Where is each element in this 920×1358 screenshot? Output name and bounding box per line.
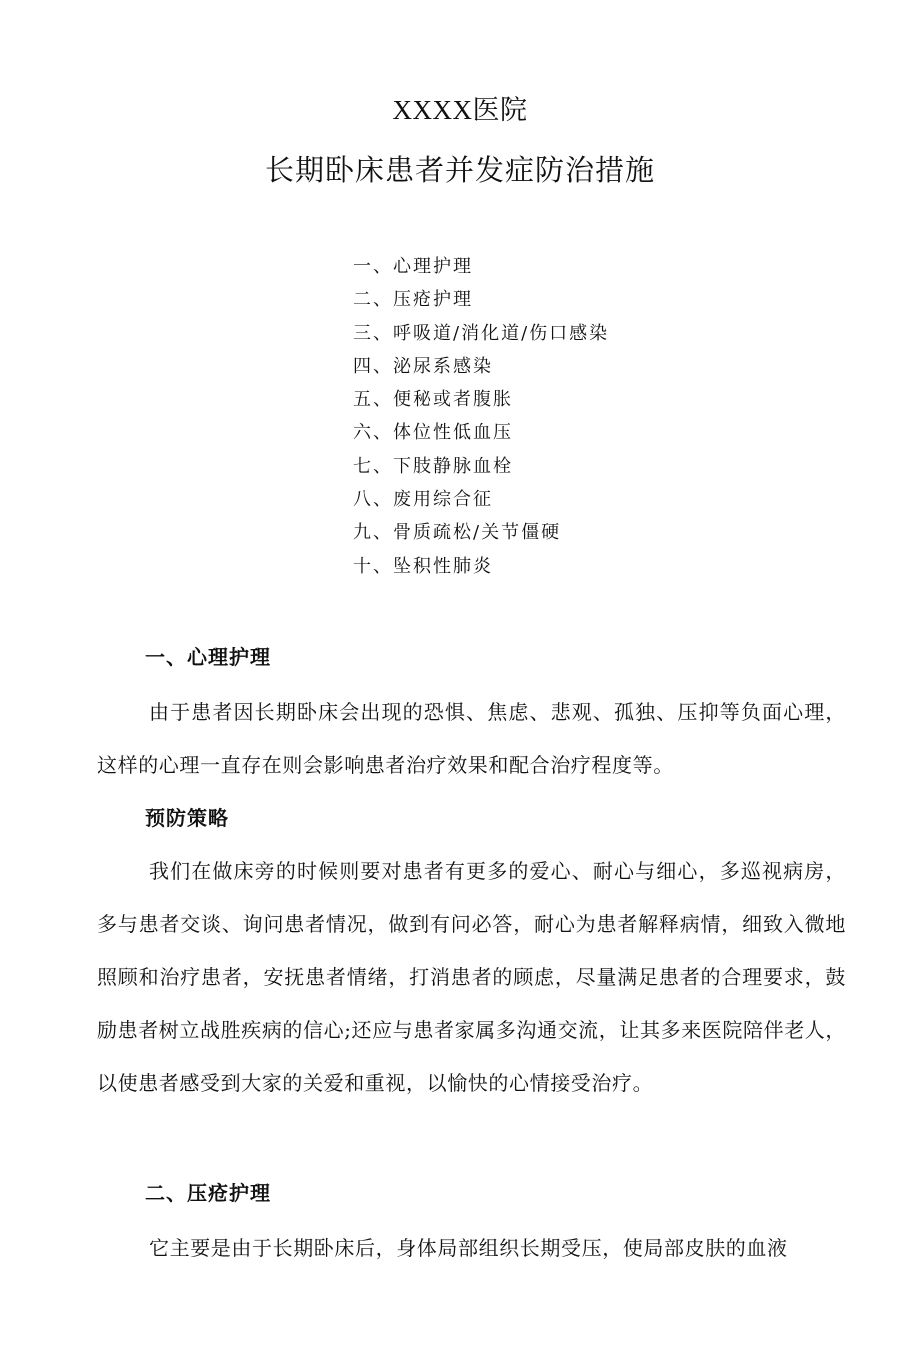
toc-item: 四、泌尿系感染 — [353, 355, 493, 377]
prevention-strategy-text: 我们在做床旁的时候则要对患者有更多的爱心、耐心与细心，多巡视病房，多与患者交谈、询问患者情况，做到有问必答，耐心为患者解释病情，细致入微地照顾和治疗患者，安抚患者情绪，打消患者的顾虑，尽量满足患者的合理要求，鼓励患者树立战胜疾病的信心;还应与患者家属多沟通交流，让其多来医院陪伴老人，以使患者感受到大家的关爱和重视，以愉快的心情接受治疗。 — [97, 859, 846, 1095]
hospital-name: XXXX医院 — [392, 95, 528, 125]
table-of-contents — [353, 250, 609, 583]
section-paragraph — [97, 845, 846, 1110]
toc-item: 五、便秘或者腹胀 — [353, 389, 513, 411]
toc-item: 二、压疮护理 — [353, 289, 473, 311]
section-heading-psychological-care: 一、心理护理 — [145, 645, 271, 669]
toc-item: 六、体位性低血压 — [353, 422, 513, 444]
toc-item: 十、坠积性肺炎 — [353, 555, 493, 577]
toc-item: 一、心理护理 — [353, 256, 473, 277]
sub-heading-prevention-strategy: 预防策略 — [145, 806, 229, 830]
psychological-care-intro: 由于患者因长期卧床会出现的恐惧、焦虑、悲观、孤独、压抑等负面心理，这样的心理一直存在则会影响患者治疗效果和配合治疗程度等。 — [97, 700, 846, 777]
pressure-ulcer-intro: 它主要是由于长期卧床后，身体局部组织长期受压，使局部皮肤的血液 — [149, 1236, 788, 1260]
toc-item: 八、废用综合征 — [353, 489, 493, 511]
section-paragraph — [97, 686, 846, 792]
toc-item: 七、下肢静脉血栓 — [353, 455, 513, 477]
document-title: 长期卧床患者并发症防治措施 — [264, 153, 655, 187]
section-heading-pressure-ulcer-care: 二、压疮护理 — [145, 1181, 271, 1205]
toc-item: 九、骨质疏松/关节僵硬 — [353, 522, 562, 544]
section-paragraph — [97, 1222, 846, 1275]
toc-item: 三、呼吸道/消化道/伤口感染 — [353, 322, 610, 344]
